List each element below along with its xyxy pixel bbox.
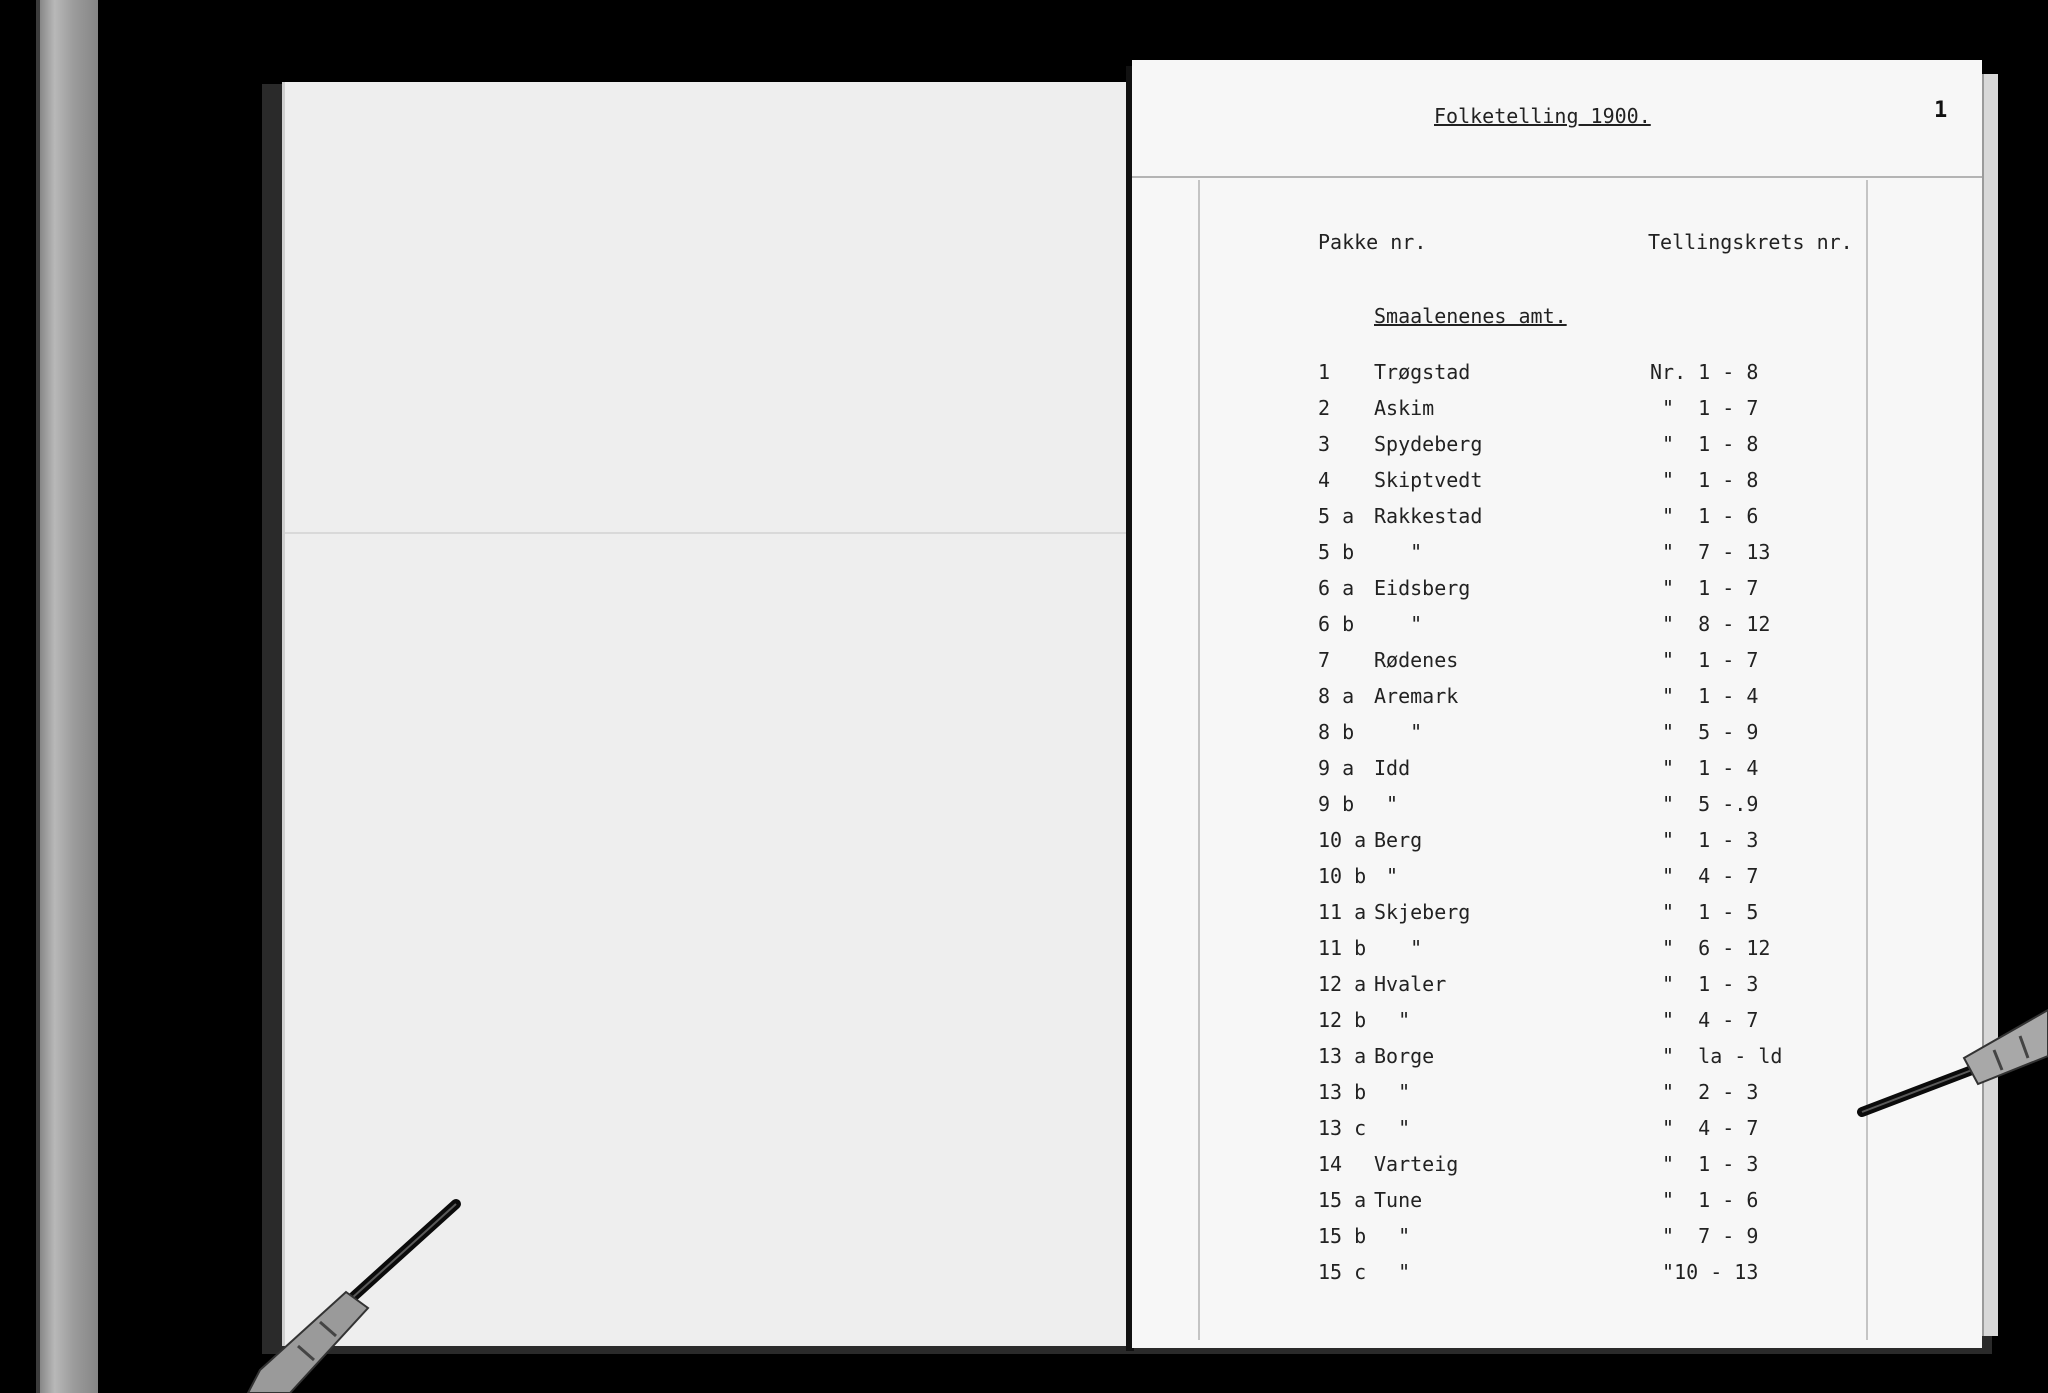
pakke-number: 4 — [1318, 468, 1331, 492]
pakke-number: 1 — [1318, 360, 1331, 384]
pakke-number: 12 a — [1318, 972, 1367, 996]
pakke-number: 13 b — [1318, 1080, 1367, 1104]
krets-range: " 8 - 12 — [1650, 612, 1771, 636]
census-row — [1318, 1188, 1838, 1220]
district-name: " — [1374, 1080, 1411, 1104]
film-edge-border — [36, 0, 40, 1393]
pakke-number: 15 c — [1318, 1260, 1367, 1284]
krets-range: " 4 - 7 — [1650, 1116, 1759, 1140]
district-name: " — [1374, 792, 1399, 816]
census-row — [1318, 720, 1838, 752]
census-row — [1318, 828, 1838, 860]
krets-range: " 1 - 7 — [1650, 396, 1759, 420]
krets-range: Nr. 1 - 8 — [1650, 360, 1759, 384]
pakke-number: 10 a — [1318, 828, 1367, 852]
census-row — [1318, 1008, 1838, 1040]
pakke-number: 11 b — [1318, 936, 1367, 960]
pakke-number: 9 a — [1318, 756, 1355, 780]
page-number: 1 — [1934, 98, 1948, 123]
krets-range: " 1 - 5 — [1650, 900, 1759, 924]
page-right-margin-rule — [1866, 180, 1868, 1340]
district-name: " — [1374, 1008, 1411, 1032]
pakke-number: 10 b — [1318, 864, 1367, 888]
krets-range: " 1 - 7 — [1650, 576, 1759, 600]
krets-range: " 1 - 3 — [1650, 972, 1759, 996]
district-name: Skiptvedt — [1374, 468, 1483, 492]
district-name: Trøgstad — [1374, 360, 1471, 384]
column-header-krets: Tellingskrets nr. — [1648, 230, 1853, 254]
district-name: Varteig — [1374, 1152, 1459, 1176]
krets-range: " 5 -.9 — [1650, 792, 1759, 816]
census-row — [1318, 504, 1838, 536]
krets-range: " 1 - 8 — [1650, 432, 1759, 456]
census-row — [1318, 576, 1838, 608]
census-row — [1318, 1224, 1838, 1256]
pakke-number: 6 a — [1318, 576, 1355, 600]
krets-range: " 1 - 6 — [1650, 504, 1759, 528]
district-name: " — [1374, 1116, 1411, 1140]
krets-range: " 1 - 6 — [1650, 1188, 1759, 1212]
census-row — [1318, 936, 1838, 968]
krets-range: "10 - 13 — [1650, 1260, 1759, 1284]
district-name: Berg — [1374, 828, 1423, 852]
district-name: Rakkestad — [1374, 504, 1483, 528]
page-stack-edge — [1982, 74, 1998, 1336]
census-row — [1318, 792, 1838, 824]
pakke-number: 15 a — [1318, 1188, 1367, 1212]
krets-range: " 1 - 3 — [1650, 1152, 1759, 1176]
district-name: Rødenes — [1374, 648, 1459, 672]
krets-range: " 4 - 7 — [1650, 1008, 1759, 1032]
district-name: Idd — [1374, 756, 1411, 780]
pakke-number: 15 b — [1318, 1224, 1367, 1248]
krets-range: " 1 - 7 — [1650, 648, 1759, 672]
krets-range: " 4 - 7 — [1650, 864, 1759, 888]
page-header-rule — [1132, 176, 1982, 178]
district-name: " — [1374, 1260, 1411, 1284]
district-name: Hvaler — [1374, 972, 1447, 996]
census-row — [1318, 1152, 1838, 1184]
census-row — [1318, 1116, 1838, 1148]
district-name: Skjeberg — [1374, 900, 1471, 924]
census-row — [1318, 756, 1838, 788]
krets-range: " 5 - 9 — [1650, 720, 1759, 744]
pakke-number: 7 — [1318, 648, 1331, 672]
census-row — [1318, 540, 1838, 572]
pakke-number: 8 a — [1318, 684, 1355, 708]
krets-range: " 2 - 3 — [1650, 1080, 1759, 1104]
krets-range: " 7 - 9 — [1650, 1224, 1759, 1248]
district-name: " — [1374, 720, 1423, 744]
census-row — [1318, 360, 1838, 392]
census-row — [1318, 972, 1838, 1004]
district-name: " — [1374, 612, 1423, 636]
left-page — [282, 82, 1133, 1346]
district-name: " — [1374, 864, 1399, 888]
krets-range: " 7 - 13 — [1650, 540, 1771, 564]
page-left-margin-rule — [1198, 180, 1200, 1340]
film-edge-strip — [36, 0, 98, 1393]
census-row — [1318, 648, 1838, 680]
pakke-number: 12 b — [1318, 1008, 1367, 1032]
pen-icon — [220, 1190, 480, 1393]
district-name: " — [1374, 540, 1423, 564]
section-heading: Smaalenenes amt. — [1374, 304, 1567, 328]
district-name: Eidsberg — [1374, 576, 1471, 600]
pakke-number: 13 a — [1318, 1044, 1367, 1068]
census-row — [1318, 468, 1838, 500]
pakke-number: 13 c — [1318, 1116, 1367, 1140]
krets-range: " 1 - 4 — [1650, 684, 1759, 708]
pakke-number: 3 — [1318, 432, 1331, 456]
krets-range: " la - ld — [1650, 1044, 1783, 1068]
krets-range: " 6 - 12 — [1650, 936, 1771, 960]
pakke-number: 8 b — [1318, 720, 1355, 744]
document-title: Folketelling 1900. — [1434, 104, 1651, 128]
column-header-pakke: Pakke nr. — [1318, 230, 1427, 254]
pen-icon — [1852, 1004, 2048, 1124]
district-name: " — [1374, 1224, 1411, 1248]
krets-range: " 1 - 4 — [1650, 756, 1759, 780]
pakke-number: 5 a — [1318, 504, 1355, 528]
census-row — [1318, 612, 1838, 644]
krets-range: " 1 - 3 — [1650, 828, 1759, 852]
district-name: " — [1374, 936, 1423, 960]
census-row — [1318, 432, 1838, 464]
census-row — [1318, 1260, 1838, 1292]
census-row — [1318, 684, 1838, 716]
district-name: Spydeberg — [1374, 432, 1483, 456]
pakke-number: 6 b — [1318, 612, 1355, 636]
krets-range: " 1 - 8 — [1650, 468, 1759, 492]
census-row — [1318, 396, 1838, 428]
district-name: Askim — [1374, 396, 1435, 420]
census-row — [1318, 1044, 1838, 1076]
pakke-number: 2 — [1318, 396, 1331, 420]
left-page-fold — [285, 532, 1133, 534]
pakke-number: 14 — [1318, 1152, 1343, 1176]
pakke-number: 5 b — [1318, 540, 1355, 564]
census-row — [1318, 864, 1838, 896]
district-name: Borge — [1374, 1044, 1435, 1068]
district-name: Aremark — [1374, 684, 1459, 708]
pakke-number: 11 a — [1318, 900, 1367, 924]
census-row — [1318, 1080, 1838, 1112]
pakke-number: 9 b — [1318, 792, 1355, 816]
district-name: Tune — [1374, 1188, 1423, 1212]
census-row — [1318, 900, 1838, 932]
